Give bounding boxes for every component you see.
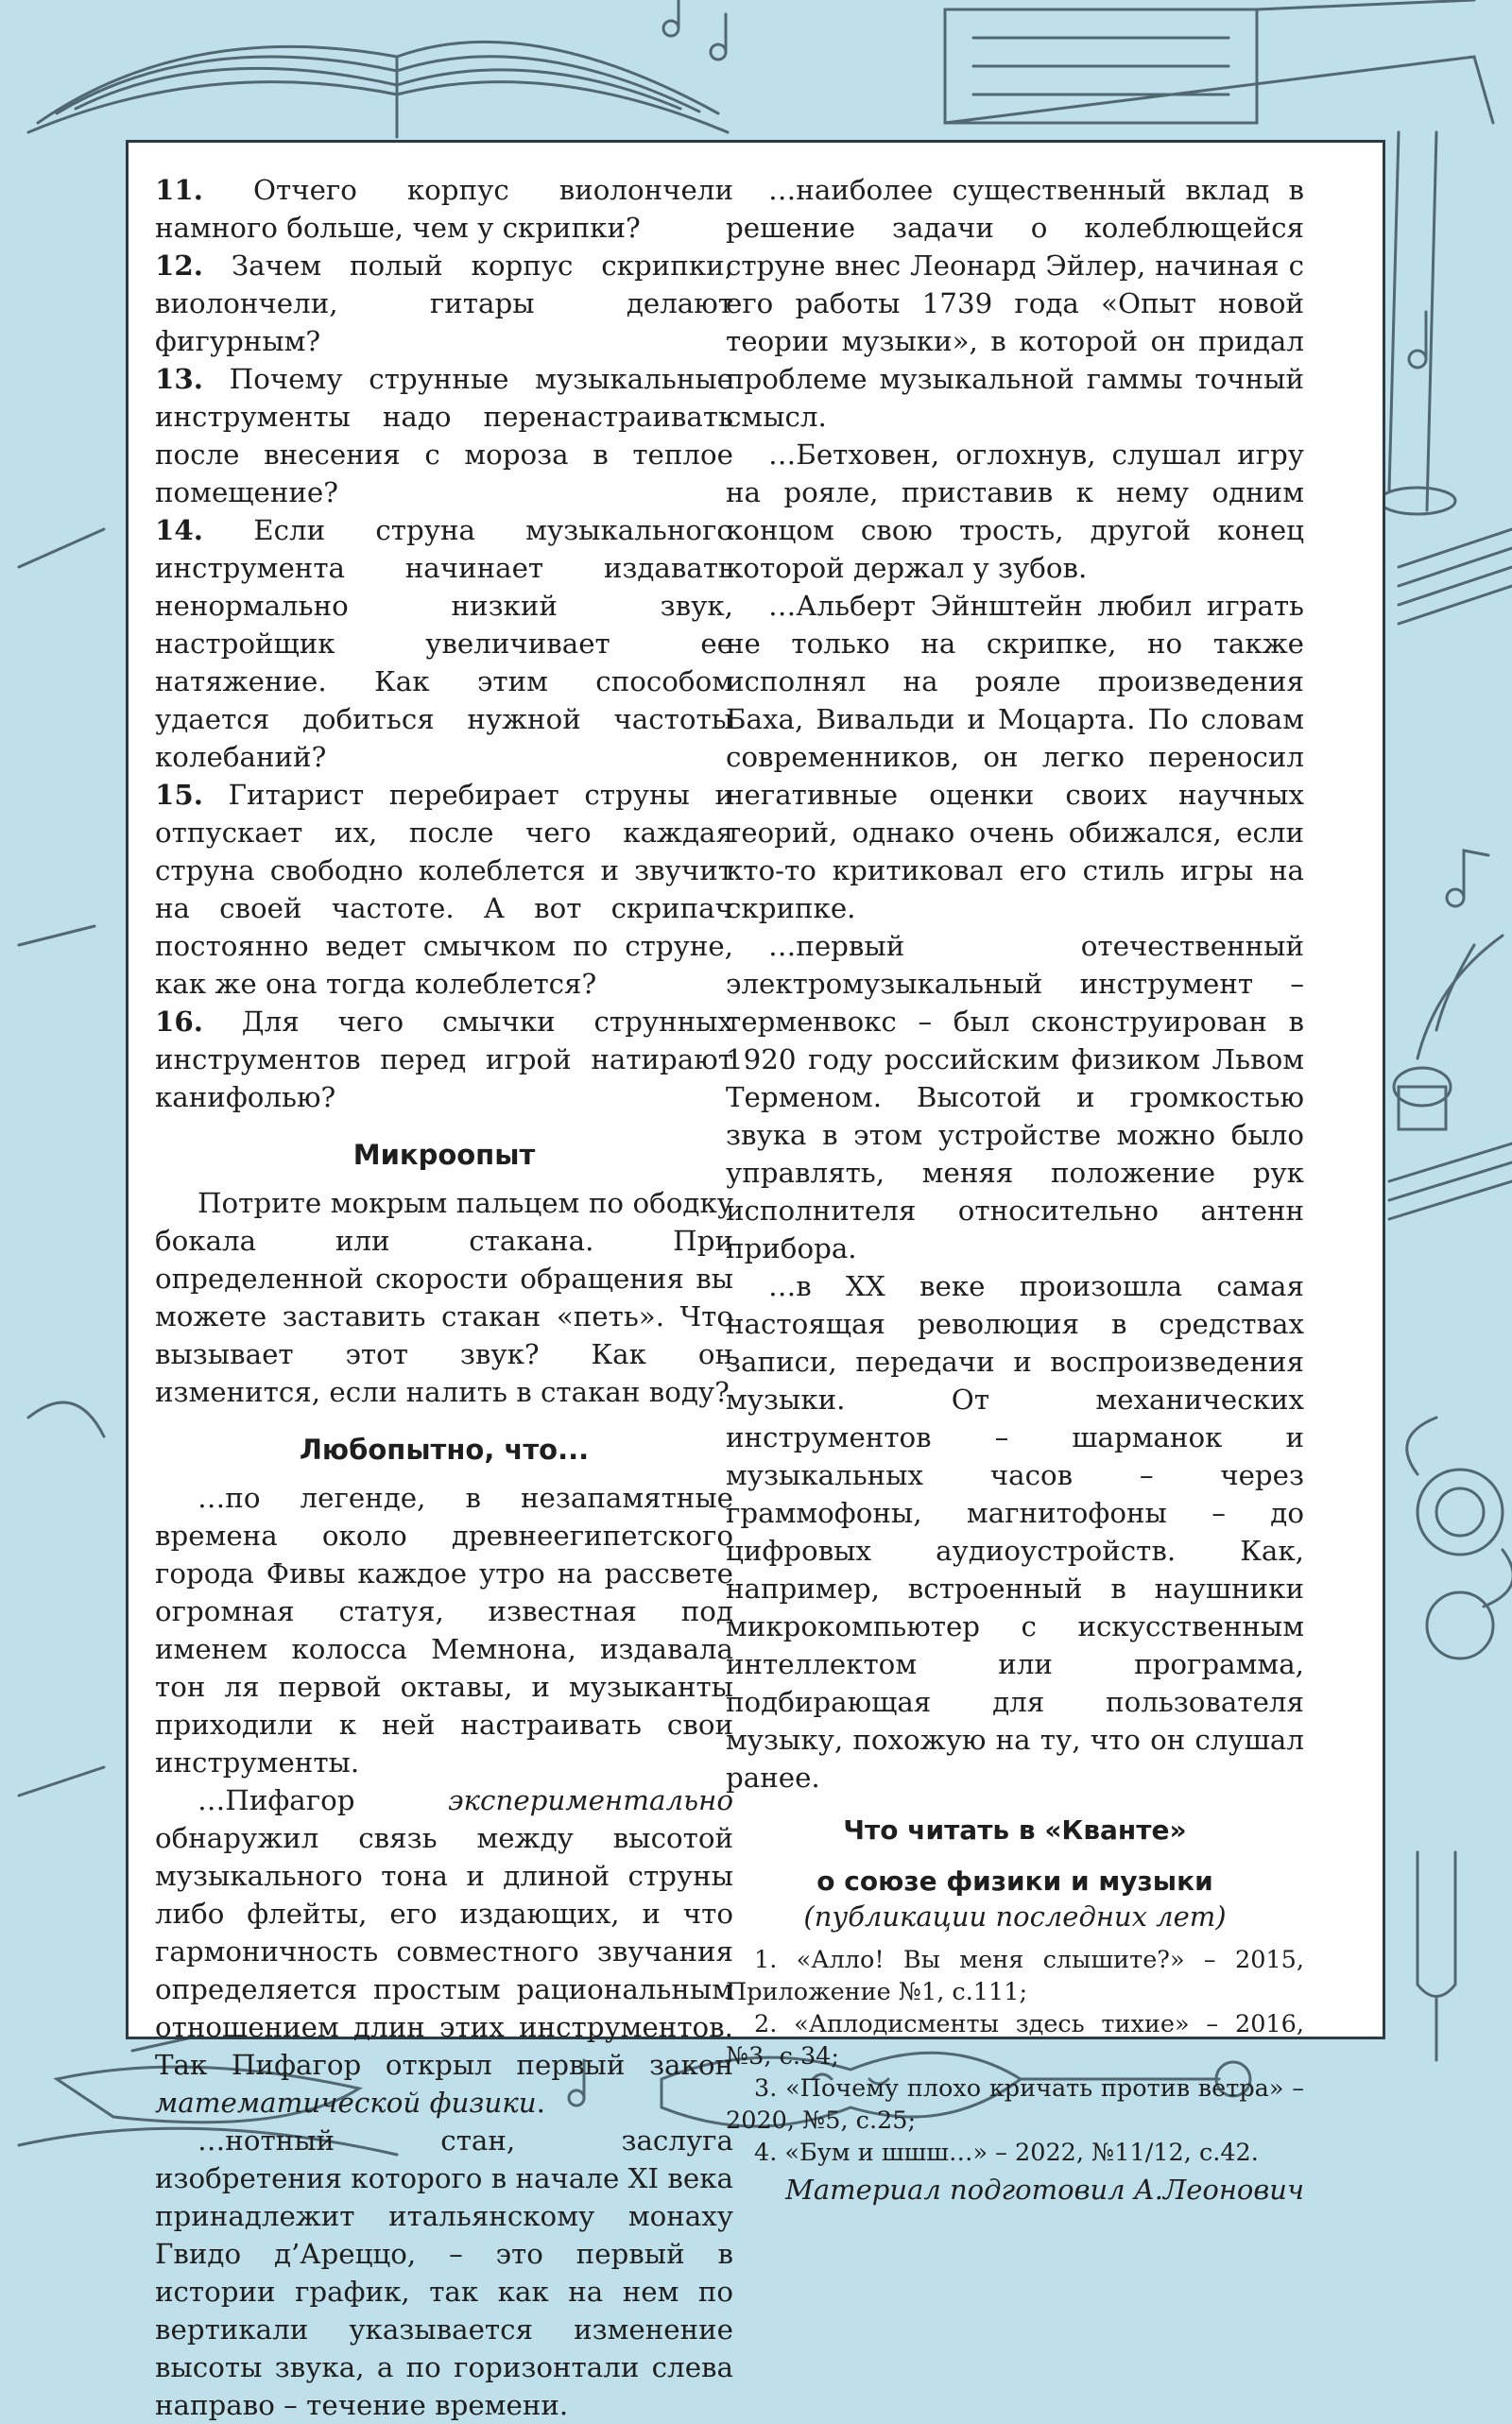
reference-item: 4. «Бум и шшш…» – 2022, №11/12, с.42. xyxy=(754,2139,1259,2167)
curious-paragraph-beethoven: …Бетховен, оглохнув, слушал игру на рояле, приставив к нему одним концом свою трость, другой конец которой держал у зубов. xyxy=(726,438,1304,584)
question-11: 11. Отчего корпус виолончели намного больше, чем у скрипки? xyxy=(155,173,733,244)
microexperiment-heading: Микроопыт xyxy=(352,1139,536,1171)
microexperiment-text: Потрите мокрым пальцем по ободку бокала или стакана. При определенной скорости обращения вы можете заставить стакан «петь». Что вызывает этот звук? Как он изменится, если налить в стакан воду? xyxy=(155,1187,733,1408)
reference-item: 2. «Аплодисменты здесь тихие» – 2016, №3, с.34; xyxy=(726,2010,1304,2071)
reference-item: 1. «Алло! Вы меня слышите?» – 2015, Приложение №1, с.111; xyxy=(726,1946,1304,2006)
curious-paragraph-theremin: …первый отечественный электромузыкальный инструмент – терменвокс – был сконструирован в 1920 году российским физиком Львом Терменом. Высотой и громкостью звука в этом устройстве можно было управлять, меняя положение рук исполнителя относительно антенн прибора. xyxy=(726,930,1304,1264)
curious-heading: Любопытно, что... xyxy=(299,1434,590,1466)
tuning-fork-icon xyxy=(1418,1852,1455,2060)
curious-paragraph-memnon: …по легенде, в незапамятные времена около древнеегипетского города Фивы каждое утро на рассвете огромная статуя, известная под именем колосса Мемнона, издавала тон ля первой октавы, и музыканты приходили к ней настраивать свои инструменты. xyxy=(155,1482,733,1779)
left-column xyxy=(155,171,733,2424)
curious-paragraph-staff: …нотный стан, заслуга изобретения которого в начале XI века принадлежит итальянскому монаху Гвидо д’Ареццо, – это первый в истории график, так как на нем по вертикали указывается изменение высоты звука, а по горизонтали слева направо – течение времени. xyxy=(155,2124,734,2421)
reference-item: 3. «Почему плохо кричать против ветра» – 2020, №5, с.25; xyxy=(726,2074,1304,2135)
question-14: 14. Если струна музыкального инструмента начинает издавать ненормально низкий звук, настройщик увеличивает ее натяжение. Как этим способом удается добиться нужной частоты колебаний? xyxy=(155,513,733,773)
right-column xyxy=(726,171,1304,2209)
article-panel xyxy=(126,140,1385,2421)
curious-paragraph-xx-century: …в XX веке произошла самая настоящая революция в средствах записи, передачи и воспроизведения музыки. От механических инструментов – шарманок и музыкальных часов – через граммофоны, магнитофоны – до цифровых аудиоустройств. Как, например, встроенный в наушники микрокомпьютер с искусственным интеллектом или программа, подбирающая для пользователя музыку, похожую на ту, что он слушал ранее. xyxy=(726,1270,1304,1794)
author-signature: Материал подготовил А.Леонович xyxy=(785,2174,1304,2206)
reading-heading-line2: о союзе физики и музыки xyxy=(816,1865,1213,1897)
question-15: 15. Гитарист перебирает струны и отпускает их, после чего каждая струна свободно колеблется и звучит на своей частоте. А вот скрипач постоянно ведет смычком по струне, как же она тогда колеблется? xyxy=(155,778,733,1000)
reading-subtitle: (публикации последних лет) xyxy=(803,1900,1227,1933)
rose-icon xyxy=(1407,1418,1512,1659)
curious-paragraph-euler: …наиболее существенный вклад в решение задачи о колеблющейся струне внес Леонард Эйлер, начиная с его работы 1739 года «Опыт новой теории музыки», в которой он придал проблеме музыкальной гаммы точный смысл. xyxy=(726,174,1304,433)
quill-icon xyxy=(1394,936,1503,1129)
open-book-icon xyxy=(28,42,728,137)
question-12: 12. Зачем полый корпус скрипки, виолончели, гитары делают фигурным? xyxy=(155,249,733,357)
curious-paragraph-pythagoras: …Пифагор экспериментально обнаружил связь между высотой музыкального тона и длиной струны либо флейты, его издающих, и что гармоничность совместного звучания определяется простым рациональным отношением длин этих инструментов. Так Пифагор открыл первый закон математической физики. xyxy=(155,1784,733,2119)
question-13: 13. Почему струнные музыкальные инструменты надо перенастраивать после внесения с мороза в теплое помещение? xyxy=(155,362,733,508)
curious-paragraph-einstein: …Альберт Эйнштейн любил играть не только на скрипке, но также исполнял на рояле произведения Баха, Вивальди и Моцарта. По словам современников, он легко переносил негативные оценки своих научных теорий, однако очень обижался, если кто-то критиковал его стиль игры на скрипке. xyxy=(726,590,1304,924)
reading-heading-line1: Что читать в «Кванте» xyxy=(843,1814,1187,1846)
sheet-music-icon xyxy=(1389,529,1512,1219)
question-16: 16. Для чего смычки струнных инструментов перед игрой натирают канифолью? xyxy=(155,1005,733,1113)
